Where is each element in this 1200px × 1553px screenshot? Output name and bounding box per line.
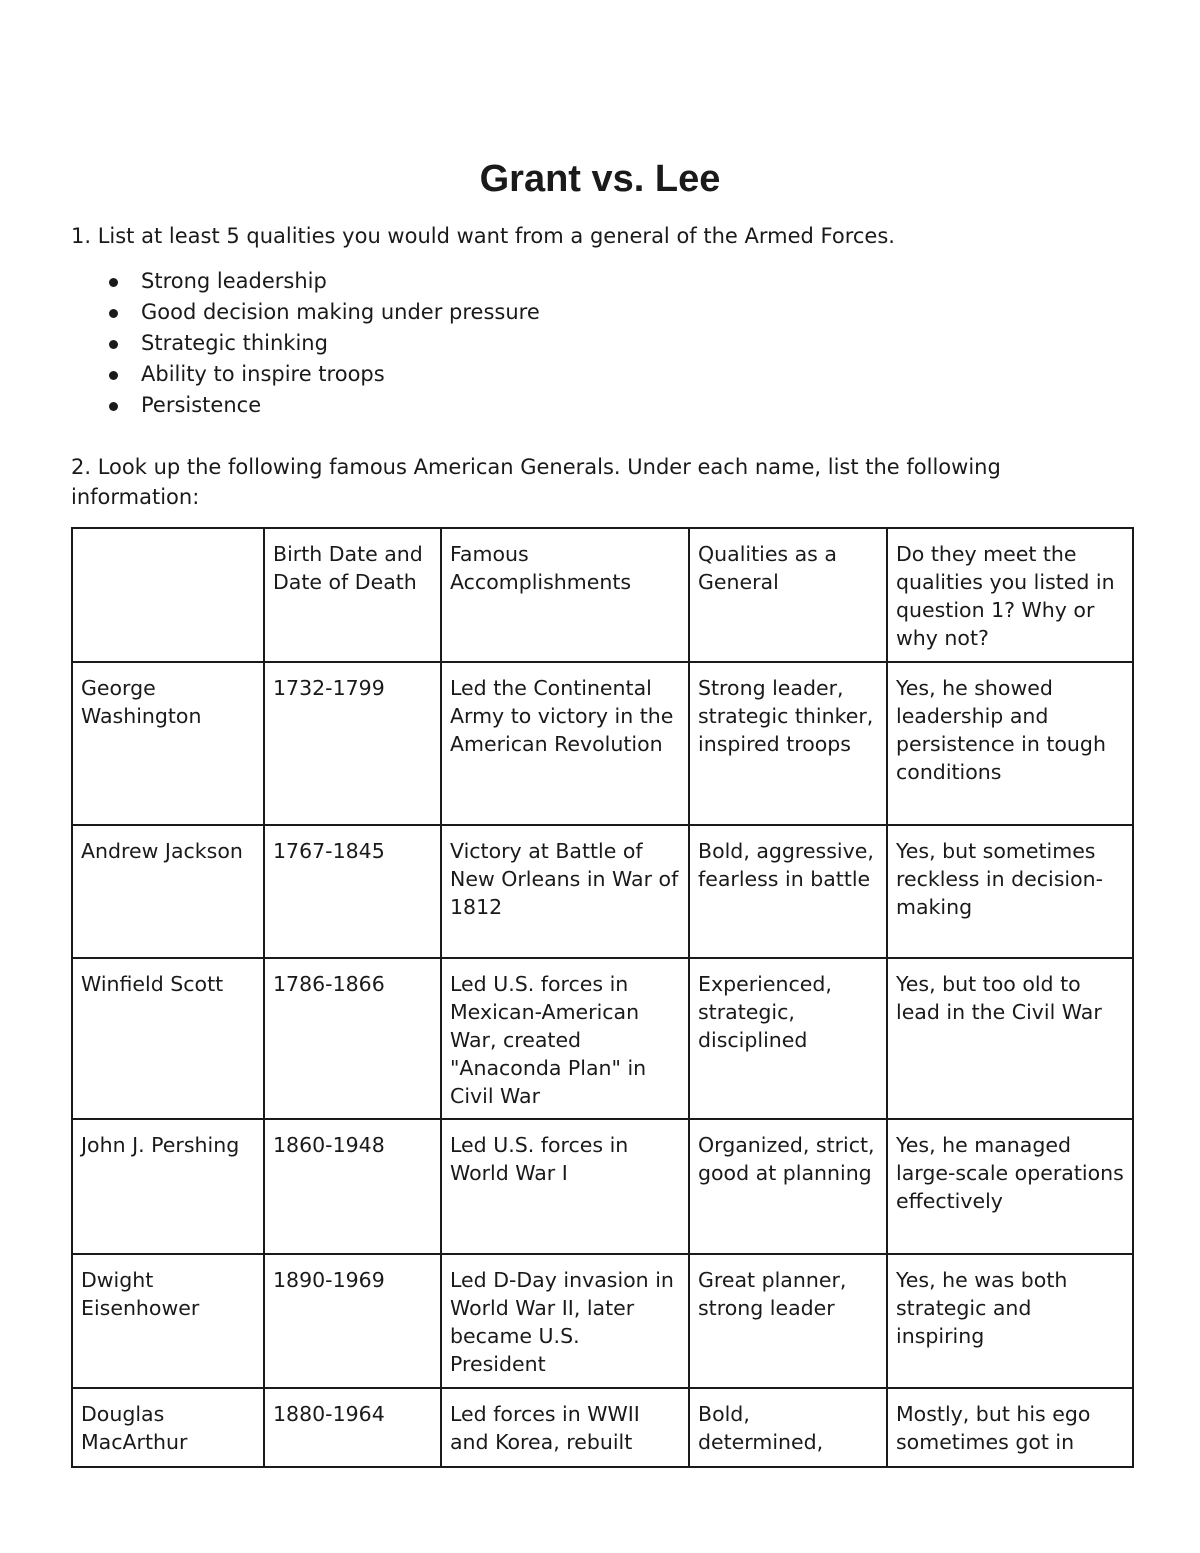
general-meets: Yes, he was both strategic and inspiring — [887, 1254, 1133, 1388]
general-meets: Yes, but sometimes reckless in decision-making — [887, 825, 1133, 958]
general-dates: 1890-1969 — [264, 1254, 441, 1388]
table-row — [72, 958, 1133, 1119]
general-meets: Yes, he managed large-scale operations effectively — [887, 1119, 1133, 1254]
general-name: Andrew Jackson — [72, 825, 264, 958]
general-accomplishments: Led the Continental Army to victory in the American Revolution — [441, 662, 689, 825]
bullet-icon — [109, 278, 118, 287]
general-qualities: Bold, determined, — [689, 1388, 887, 1467]
table-row — [72, 1254, 1133, 1388]
header-cell-meets: Do they meet the qualities you listed in question 1? Why or why not? — [887, 528, 1133, 662]
general-name: Dwight Eisenhower — [72, 1254, 264, 1388]
general-name: Winfield Scott — [72, 958, 264, 1119]
general-accomplishments: Led U.S. forces in World War I — [441, 1119, 689, 1254]
general-qualities: Experienced, strategic, disciplined — [689, 958, 887, 1119]
header-cell-name — [72, 528, 264, 662]
general-name: Douglas MacArthur — [72, 1388, 264, 1467]
header-cell-dates: Birth Date and Date of Death — [264, 528, 441, 662]
general-dates: 1880-1964 — [264, 1388, 441, 1467]
bullet-icon — [109, 340, 118, 349]
bullet-icon — [109, 402, 118, 411]
qualities-list — [71, 266, 540, 421]
bullet-icon — [109, 371, 118, 380]
general-dates: 1767-1845 — [264, 825, 441, 958]
general-accomplishments: Led D-Day invasion in World War II, later became U.S. President — [441, 1254, 689, 1388]
table-row — [72, 662, 1133, 825]
header-cell-accomplishments: Famous Accomplishments — [441, 528, 689, 662]
general-dates: 1732-1799 — [264, 662, 441, 825]
generals-table — [71, 527, 1134, 1468]
page-title: Grant vs. Lee — [479, 158, 721, 200]
question-2: 2. Look up the following famous American Generals. Under each name, list the following information: — [71, 455, 1001, 509]
quality-text: Strategic thinking — [141, 331, 328, 355]
list-item — [71, 359, 540, 390]
general-qualities: Bold, aggressive, fearless in battle — [689, 825, 887, 958]
general-accomplishments: Led forces in WWII and Korea, rebuilt — [441, 1388, 689, 1467]
quality-text: Strong leadership — [141, 269, 327, 293]
general-meets: Yes, but too old to lead in the Civil War — [887, 958, 1133, 1119]
general-meets: Yes, he showed leadership and persistence in tough conditions — [887, 662, 1133, 825]
general-qualities: Great planner, strong leader — [689, 1254, 887, 1388]
table-header-row — [72, 528, 1133, 662]
table-row — [72, 1119, 1133, 1254]
general-qualities: Organized, strict, good at planning — [689, 1119, 887, 1254]
question-1: 1. List at least 5 qualities you would want from a general of the Armed Forces. — [71, 224, 895, 248]
general-accomplishments: Led U.S. forces in Mexican-American War, created "Anaconda Plan" in Civil War — [441, 958, 689, 1119]
table-row — [72, 1388, 1133, 1467]
general-name: John J. Pershing — [72, 1119, 264, 1254]
bullet-icon — [109, 309, 118, 318]
general-dates: 1786-1866 — [264, 958, 441, 1119]
table-row — [72, 825, 1133, 958]
general-meets: Mostly, but his ego sometimes got in — [887, 1388, 1133, 1467]
list-item — [71, 297, 540, 328]
general-accomplishments: Victory at Battle of New Orleans in War of 1812 — [441, 825, 689, 958]
list-item — [71, 328, 540, 359]
quality-text: Ability to inspire troops — [141, 362, 385, 386]
quality-text: Persistence — [141, 393, 262, 417]
general-dates: 1860-1948 — [264, 1119, 441, 1254]
general-name: George Washington — [72, 662, 264, 825]
list-item — [71, 390, 540, 421]
quality-text: Good decision making under pressure — [141, 300, 540, 324]
header-cell-qualities: Qualities as a General — [689, 528, 887, 662]
list-item — [71, 266, 540, 297]
general-qualities: Strong leader, strategic thinker, inspired troops — [689, 662, 887, 825]
